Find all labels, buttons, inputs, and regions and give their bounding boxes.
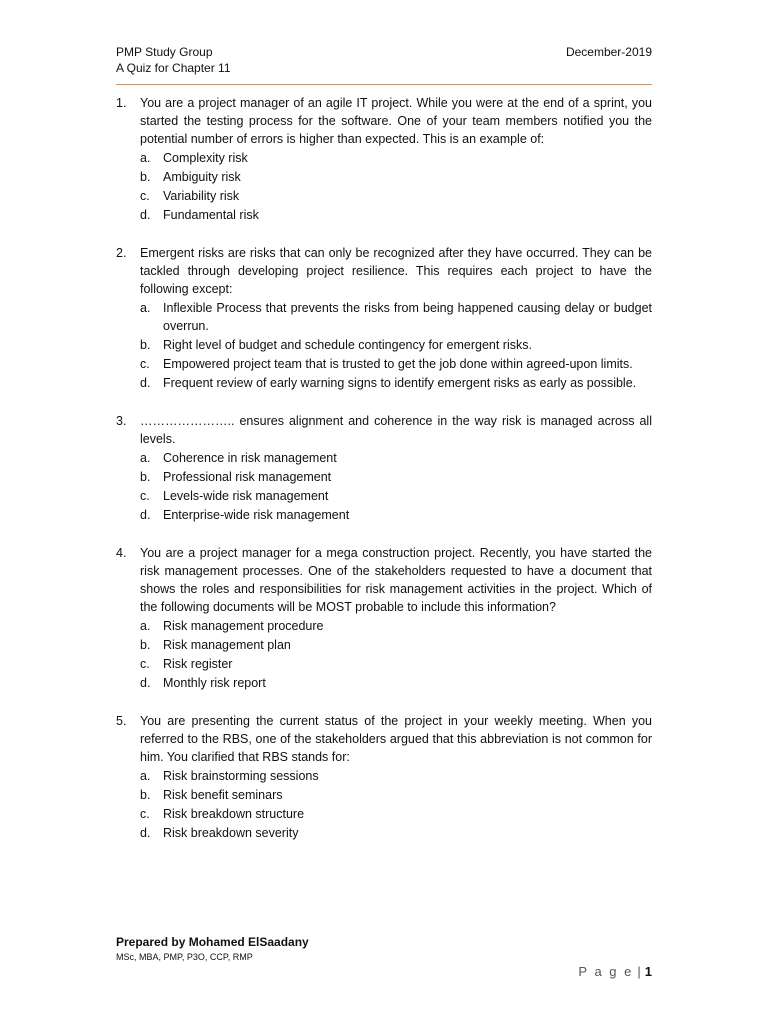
option-text: Levels-wide risk management	[163, 489, 329, 503]
option-letter: c.	[140, 189, 150, 203]
question-text: Emergent risks are risks that can only be recognized after they have occurred. They can be tackled through developing project resilience. This requires each project to have the following except:	[140, 246, 652, 296]
option-letter: d.	[140, 508, 151, 522]
answer-option	[140, 299, 652, 335]
option-letter: b.	[140, 470, 151, 484]
option-letter: b.	[140, 638, 151, 652]
answer-option	[140, 468, 652, 486]
answer-option	[140, 786, 652, 804]
page-number	[578, 964, 652, 979]
question	[116, 412, 652, 524]
answer-option	[140, 206, 652, 224]
question	[116, 244, 652, 392]
option-text: Risk breakdown severity	[163, 826, 299, 840]
option-letter: d.	[140, 376, 151, 390]
question-text: ………………….. ensures alignment and coherence in the way risk is managed across all levels.	[140, 414, 652, 446]
answer-option	[140, 636, 652, 654]
option-letter: c.	[140, 657, 150, 671]
option-text: Professional risk management	[163, 470, 332, 484]
answer-option	[140, 487, 652, 505]
quiz-content	[116, 94, 652, 862]
question-number: 1.	[116, 96, 127, 110]
page-header	[116, 44, 652, 76]
answer-option	[140, 355, 652, 373]
option-letter: c.	[140, 357, 150, 371]
option-text: Risk register	[163, 657, 233, 671]
option-letter: a.	[140, 451, 151, 465]
option-letter: d.	[140, 208, 151, 222]
option-text: Ambiguity risk	[163, 170, 241, 184]
header-left	[116, 44, 231, 76]
answer-option	[140, 374, 652, 392]
option-text: Frequent review of early warning signs to identify emergent risks as early as possible.	[163, 376, 637, 390]
option-letter: a.	[140, 619, 151, 633]
answer-option	[140, 168, 652, 186]
option-text: Coherence in risk management	[163, 451, 337, 465]
option-letter: d.	[140, 676, 151, 690]
option-text: Variability risk	[163, 189, 240, 203]
option-text: Risk brainstorming sessions	[163, 769, 319, 783]
question-number: 4.	[116, 546, 127, 560]
question-number: 5.	[116, 714, 127, 728]
header-rule	[116, 84, 652, 85]
option-text: Right level of budget and schedule contingency for emergent risks.	[163, 338, 532, 352]
question	[116, 94, 652, 224]
option-text: Complexity risk	[163, 151, 248, 165]
option-letter: b.	[140, 170, 151, 184]
answer-option	[140, 336, 652, 354]
option-letter: c.	[140, 489, 150, 503]
question-text: You are a project manager of an agile IT project. While you were at the end of a sprint, you started the testing process for the software. One of your team members notified you the potential number of errors is higher than expected. This is an example of:	[140, 96, 652, 146]
option-text: Monthly risk report	[163, 676, 266, 690]
option-text: Risk management procedure	[163, 619, 324, 633]
answer-option	[140, 449, 652, 467]
answer-option	[140, 824, 652, 842]
answer-option	[140, 149, 652, 167]
question-number: 2.	[116, 246, 127, 260]
page-footer	[116, 934, 309, 964]
option-text: Enterprise-wide risk management	[163, 508, 350, 522]
option-letter: b.	[140, 338, 151, 352]
header-group-name: PMP Study Group	[116, 45, 213, 59]
question-text: You are a project manager for a mega construction project. Recently, you have started the risk management processes. One of the stakeholders requested to have a document that shows the roles and responsibilities for risk management activities in the project. Which of the following documents will be MOST probable to include this information?	[140, 546, 652, 614]
option-letter: a.	[140, 769, 151, 783]
page-label: P a g e	[578, 964, 634, 979]
option-letter: a.	[140, 301, 151, 315]
option-text: Risk breakdown structure	[163, 807, 305, 821]
option-text: Fundamental risk	[163, 208, 259, 222]
question	[116, 544, 652, 692]
answer-option	[140, 617, 652, 635]
question-number: 3.	[116, 414, 127, 428]
page-separator: |	[637, 964, 643, 979]
option-letter: c.	[140, 807, 150, 821]
option-letter: b.	[140, 788, 151, 802]
option-letter: d.	[140, 826, 151, 840]
author-name: Prepared by Mohamed ElSaadany	[116, 935, 309, 949]
answer-option	[140, 506, 652, 524]
option-text: Empowered project team that is trusted to get the job done within agreed-upon limits.	[163, 357, 633, 371]
answer-option	[140, 767, 652, 785]
page-number-value: 1	[644, 964, 652, 979]
question-text: You are presenting the current status of the project in your weekly meeting. When you referred to the RBS, one of the stakeholders argued that this abbreviation is not common for him. You clarified that RBS stands for:	[140, 714, 652, 764]
option-text: Inflexible Process that prevents the risks from being happened causing delay or budget overrun.	[163, 301, 652, 333]
option-letter: a.	[140, 151, 151, 165]
question	[116, 712, 652, 842]
header-quiz-title: A Quiz for Chapter 11	[116, 61, 231, 75]
author-credentials: MSc, MBA, PMP, P3O, CCP, RMP	[116, 952, 253, 962]
answer-option	[140, 674, 652, 692]
option-text: Risk management plan	[163, 638, 291, 652]
answer-option	[140, 187, 652, 205]
answer-option	[140, 805, 652, 823]
option-text: Risk benefit seminars	[163, 788, 283, 802]
answer-option	[140, 655, 652, 673]
header-date: December-2019	[565, 45, 652, 59]
